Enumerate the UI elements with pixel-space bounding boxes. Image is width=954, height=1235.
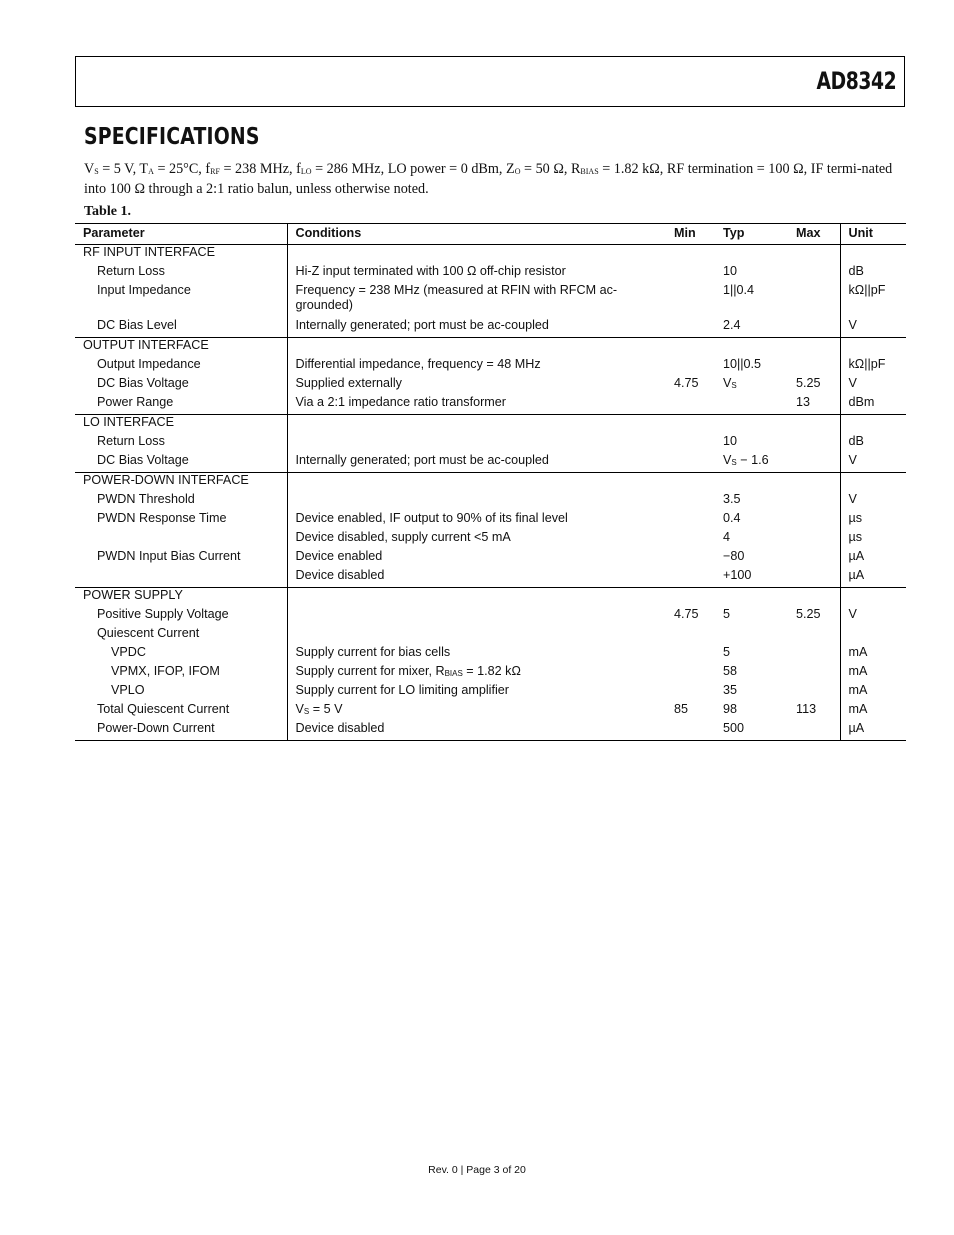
table-row [75, 473, 906, 493]
table-row: PWDN Response Time Device enabled, IF output to 90% of its final level 0.4 µs [75, 511, 906, 530]
table-row: Quiescent Current [75, 626, 906, 645]
table-caption: Table 1. [84, 204, 131, 219]
section-title: SPECIFICATIONS [84, 124, 260, 150]
table-row: PWDN Input Bias Current Device enabled −80 µA [75, 549, 906, 568]
table-row: Return Loss 10 dB [75, 434, 906, 453]
group-title: POWER SUPPLY [75, 588, 287, 608]
table-row: Power-Down Current Device disabled 500 µA [75, 721, 906, 741]
table-row: Total Quiescent Current $V_S = 5$ V 85 98 113 mA [75, 702, 906, 721]
col-header-parameter: Parameter [75, 224, 287, 245]
group-rf-input [75, 245, 906, 338]
table-row [75, 588, 906, 608]
group-title: LO INTERFACE [75, 415, 287, 435]
table-header-row [75, 224, 906, 245]
table-row: VPDC Supply current for bias cells 5 mA [75, 645, 906, 664]
group-lo [75, 415, 906, 473]
col-header-max: Max [788, 224, 840, 245]
group-power-supply [75, 588, 906, 741]
col-header-typ: Typ [723, 226, 745, 240]
table-row: DC Bias Voltage Internally generated; port must be ac-coupled $V_S - 1.6$ V [75, 453, 906, 473]
page-header [75, 56, 905, 107]
col-header-unit: Unit [848, 226, 873, 240]
table-row: Output Impedance Differential impedance, frequency = 48 MHz 10||0.5 kΩ||pF [75, 357, 906, 376]
table-row: Input Impedance Frequency = 238 MHz (measured at RFIN with RFCM ac-grounded) 1||0.4 kΩ||pF [75, 283, 906, 318]
page-footer: Rev. 0 | Page 3 of 20 [428, 1164, 526, 1176]
group-title: RF INPUT INTERFACE [75, 245, 287, 265]
table-row: Return Loss Hi-Z input terminated with 100 Ω off-chip resistor 10 dB [75, 264, 906, 283]
col-header-min: Min [674, 226, 696, 240]
part-number: AD8342 [816, 67, 896, 95]
group-title: POWER-DOWN INTERFACE [75, 473, 287, 493]
table-row: PWDN Threshold 3.5 V [75, 492, 906, 511]
table-row [75, 338, 906, 358]
group-power-down [75, 473, 906, 588]
specifications-table [75, 223, 906, 741]
table-row: Device disabled +100 µA [75, 568, 906, 588]
table-row [75, 415, 906, 435]
table-row [75, 245, 906, 265]
table-row: Positive Supply Voltage 4.75 5 5.25 V [75, 607, 906, 626]
table-row: VPMX, IFOP, IFOM Supply current for mixer, $R_{BIAS} = 1.82$ kΩ 58 mA [75, 664, 906, 683]
test-conditions: $V_S = 5$ V, $T_A = 25^\circ C$, $f_{RF} = 238$ MHz, $f_{LO} = 286$ MHz, LO power = 0 dBm, $Z_O = 50$ Ω, $R_{BIAS} = 1.82$ kΩ, RF termination = 100 Ω, IF termi-nated into 100 Ω through a 2:1 ratio balun, unless otherwise noted. [84, 161, 893, 197]
group-output [75, 338, 906, 415]
col-header-conditions: Conditions [295, 226, 362, 240]
table-row: Power Range Via a 2:1 impedance ratio transformer 13 dBm [75, 395, 906, 415]
table-row: DC Bias Level Internally generated; port must be ac-coupled 2.4 V [75, 318, 906, 338]
table-row: Device disabled, supply current <5 mA 4 µs [75, 530, 906, 549]
table-row: DC Bias Voltage Supplied externally 4.75 $V_S$ 5.25 V [75, 376, 906, 395]
group-title: OUTPUT INTERFACE [75, 338, 287, 358]
table-row: VPLO Supply current for LO limiting amplifier 35 mA [75, 683, 906, 702]
